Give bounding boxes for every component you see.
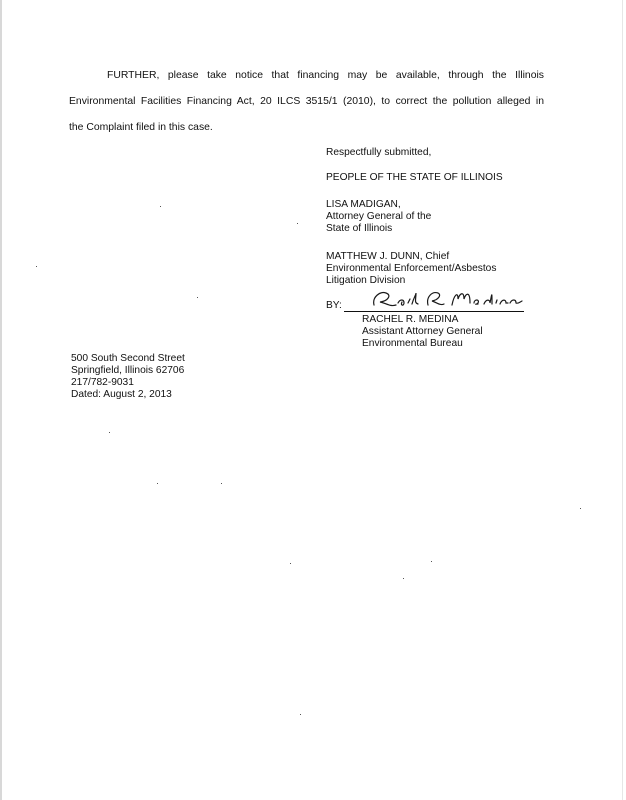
signer-title: Assistant Attorney General (362, 326, 483, 337)
paragraph-line-2: Environmental Facilities Financing Act, 20 ILCS 3515/1 (2010), to correct the pollution alleged in (69, 96, 544, 107)
scan-speck (36, 266, 37, 267)
scan-speck (197, 297, 198, 298)
date-line: Dated: August 2, 2013 (71, 389, 172, 400)
address-phone: 217/782-9031 (71, 377, 134, 388)
paragraph-line-3: the Complaint filed in this case. (69, 122, 213, 133)
scan-speck (290, 563, 291, 564)
scan-speck (221, 483, 222, 484)
signer-name: RACHEL R. MEDINA (362, 314, 459, 325)
scan-edge-left (0, 0, 2, 800)
division-block (326, 251, 496, 287)
scan-speck (403, 578, 404, 579)
scan-speck (160, 206, 161, 207)
attorney-general-block (326, 199, 431, 235)
division-chief: MATTHEW J. DUNN, Chief (326, 251, 450, 262)
party-name: PEOPLE OF THE STATE OF ILLINOIS (326, 172, 503, 183)
scan-speck (297, 223, 298, 224)
signature-line (344, 311, 524, 312)
address-city: Springfield, Illinois 62706 (71, 365, 185, 376)
signer-bureau: Environmental Bureau (362, 338, 463, 349)
scan-edge-right (622, 0, 623, 800)
attorney-general-title-2: State of Illinois (326, 223, 393, 234)
paragraph-line-1: FURTHER, please take notice that financing may be available, through the Illinois (107, 70, 544, 81)
scan-speck (580, 508, 581, 509)
respectfully-submitted: Respectfully submitted, (326, 147, 432, 158)
scan-speck (109, 432, 110, 433)
scan-speck (431, 561, 432, 562)
address-block (71, 353, 185, 401)
attorney-general-name: LISA MADIGAN, (326, 199, 401, 210)
scan-speck (157, 483, 158, 484)
by-label: BY: (326, 300, 342, 311)
handwritten-signature (366, 285, 526, 311)
division-name-1: Environmental Enforcement/Asbestos (326, 263, 497, 274)
attorney-general-title-1: Attorney General of the (326, 211, 432, 222)
signer-block (362, 314, 483, 350)
scan-speck (300, 714, 301, 715)
address-street: 500 South Second Street (71, 353, 185, 364)
division-name-2: Litigation Division (326, 275, 406, 286)
